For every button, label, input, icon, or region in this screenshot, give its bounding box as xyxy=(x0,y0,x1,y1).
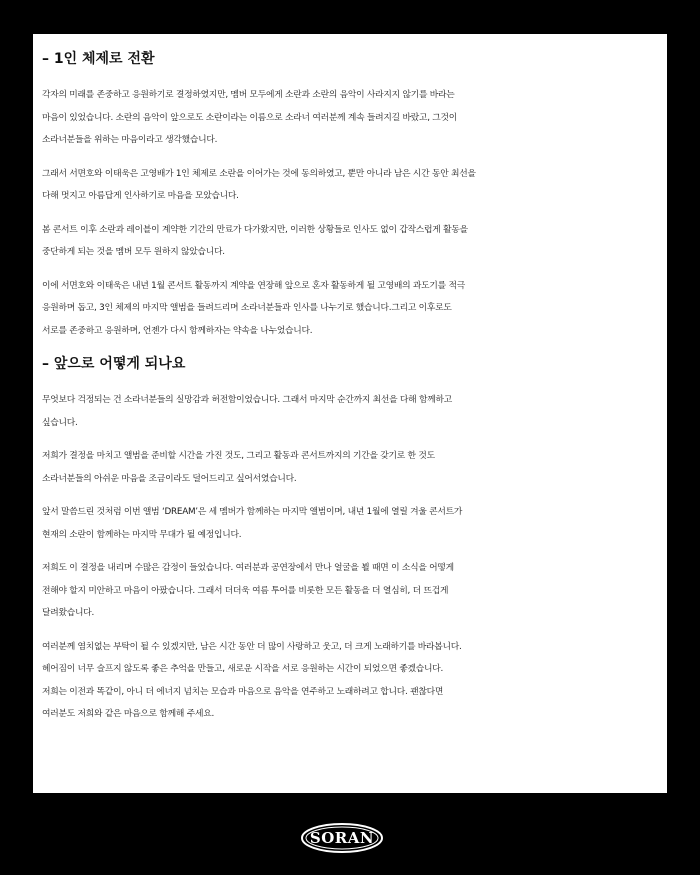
text-line: 싶습니다. xyxy=(42,417,78,428)
text-line: 서로를 존중하고 응원하며, 언젠가 다시 함께하자는 약속을 나누었습니다. xyxy=(42,325,313,336)
text-line: 그래서 서면호와 이태욱은 고영배가 1인 체제로 소란을 이어가는 것에 동의하였고, 뿐만 아니라 남은 시간 동안 최선을 xyxy=(42,168,476,179)
paragraph xyxy=(42,275,655,343)
text-line: 저희도 이 결정을 내리며 수많은 감정이 들었습니다. 여러분과 공연장에서 만나 얼굴을 뵐 때면 이 소식을 어떻게 xyxy=(42,563,454,573)
text-line: 저희가 결정을 마치고 앨범을 준비할 시간을 가진 것도, 그리고 활동과 콘서트까지의 기간을 갖기로 한 것도 xyxy=(42,451,435,461)
text-line: 헤어짐이 너무 슬프지 않도록 좋은 추억을 만들고, 새로운 시작을 서로 응원하는 시간이 되었으면 좋겠습니다. xyxy=(42,664,444,674)
paragraph xyxy=(42,389,655,434)
paragraph xyxy=(42,636,655,726)
text-line: 마음이 있었습니다. 소란의 음악이 앞으로도 소란이라는 이름으로 소라너 여러분께 계속 들려지길 바랐고, 그것이 xyxy=(42,112,458,123)
section-title: – 앞으로 어떻게 되나요 xyxy=(42,356,186,372)
text-line: 봄 콘서트 이후 소란과 레이블이 계약한 기간의 만료가 다가왔지만, 이러한 상황들로 인사도 없이 갑작스럽게 활동을 xyxy=(42,224,468,235)
text-line: 여러분도 저희와 같은 마음으로 함께해 주세요. xyxy=(42,709,214,719)
text-line: 중단하게 되는 것을 멤버 모두 원하지 않았습니다. xyxy=(42,247,225,257)
text-line: 현재의 소란이 함께하는 마지막 무대가 될 예정입니다. xyxy=(42,529,242,540)
text-line: 소라너분들을 위하는 마음이라고 생각했습니다. xyxy=(42,135,218,145)
notice-page xyxy=(33,34,667,793)
paragraph xyxy=(42,557,655,625)
section-title: – 1인 체제로 전환 xyxy=(42,51,155,67)
section-transition xyxy=(42,48,655,342)
text-line: 달려왔습니다. xyxy=(42,608,95,618)
text-line: 앞서 말씀드린 것처럼 이번 앨범 ‘DREAM’은 세 멤버가 함께하는 마지막 앨범이며, 내년 1월에 열릴 겨울 콘서트가 xyxy=(42,507,463,517)
text-line: 응원하며 돕고, 3인 체제의 마지막 앨범을 들려드리며 소라너분들과 인사를 나누기로 했습니다.그리고 이후로도 xyxy=(42,303,452,313)
text-line: 이에 서면호와 이태욱은 내년 1월 콘서트 활동까지 계약을 연장해 앞으로 혼자 활동하게 될 고영배의 과도기를 적극 xyxy=(42,280,465,291)
paragraph xyxy=(42,163,655,208)
paragraph xyxy=(42,445,655,490)
paragraph xyxy=(42,501,655,546)
text-line: 저희는 이전과 똑같이, 아니 더 에너지 넘치는 모습과 마음으로 음악을 연주하고 노래하려고 합니다. 괜찮다면 xyxy=(42,686,444,697)
text-line: 여러분께 염치없는 부탁이 될 수 있겠지만, 남은 시간 동안 더 많이 사랑하고 웃고, 더 크게 노래하기를 바라봅니다. xyxy=(42,641,462,652)
section-future xyxy=(42,353,655,726)
paragraph xyxy=(42,84,655,152)
text-line: 전해야 할지 미안하고 마음이 아팠습니다. 그래서 더더욱 여름 투어를 비롯한 모든 활동을 더 열심히, 더 뜨겁게 xyxy=(42,585,449,596)
paragraph xyxy=(42,219,655,264)
text-line: 각자의 미래를 존중하고 응원하기로 결정하였지만, 멤버 모두에게 소란과 소란의 음악이 사라지지 않기를 바라는 xyxy=(42,90,455,100)
text-line: 소라너분들의 아쉬운 마음을 조금이라도 덜어드리고 싶어서였습니다. xyxy=(42,473,297,484)
logo-text: SORAN xyxy=(309,829,375,847)
text-line: 무엇보다 걱정되는 건 소라너분들의 실망감과 허전함이었습니다. 그래서 마지막 순간까지 최선을 다해 함께하고 xyxy=(42,395,452,405)
text-line: 다해 멋지고 아름답게 인사하기로 마음을 모았습니다. xyxy=(42,191,239,201)
soran-logo xyxy=(300,822,384,854)
